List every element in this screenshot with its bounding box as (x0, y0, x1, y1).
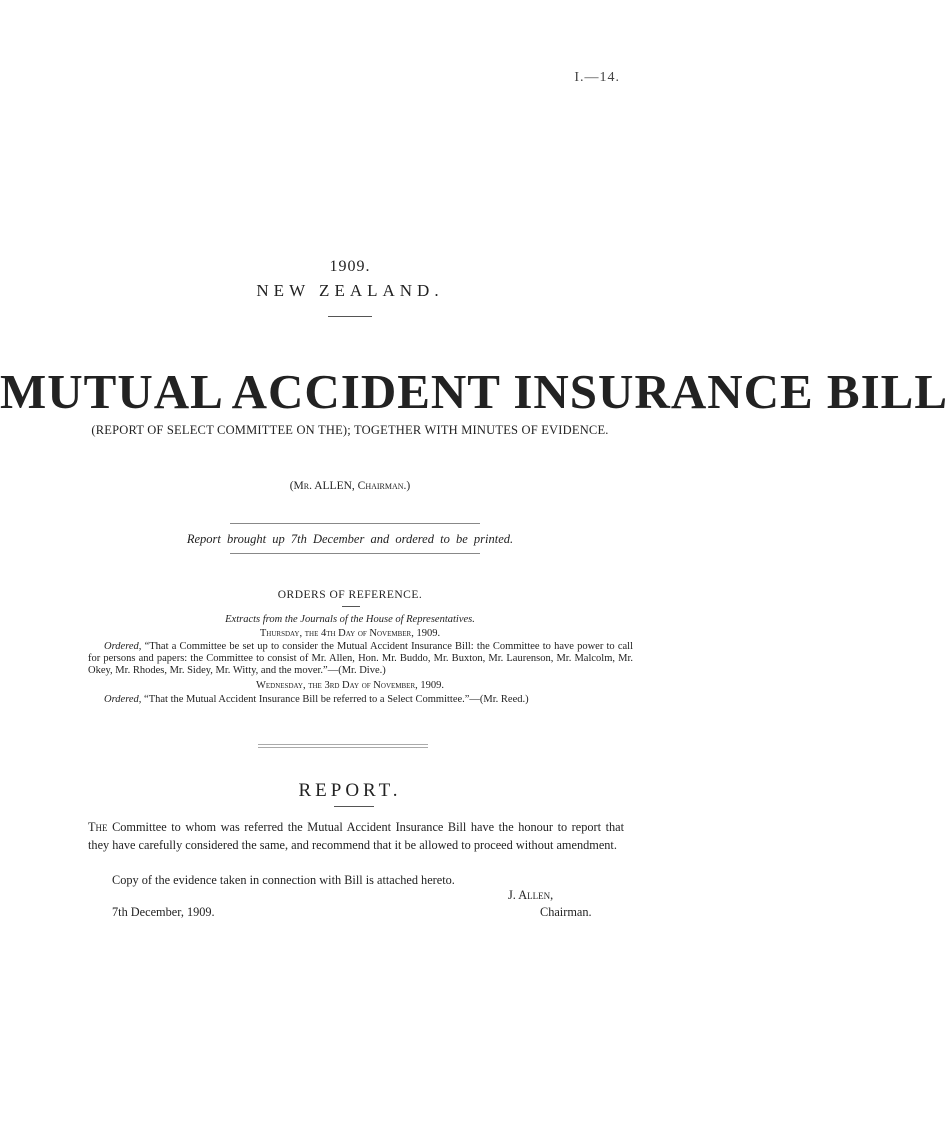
order-date: Wednesday, the 3rd Day of November, 1909. (255, 680, 444, 691)
divider (230, 553, 480, 554)
report-heading: REPORT. (298, 780, 402, 801)
signature-name: J. Allen, (508, 888, 554, 902)
orders-heading: ORDERS OF REFERENCE. (277, 589, 423, 601)
report-body (88, 818, 624, 854)
country-heading: NEW ZEALAND. (256, 281, 444, 300)
chairman-line: (Mr. ALLEN, Chairman.) (289, 480, 411, 492)
order-text: “That the Mutual Accident Insurance Bill be referred to a Select Committee.”—(Mr. Reed.) (144, 694, 529, 705)
divider (334, 806, 374, 807)
order-paragraph (88, 694, 633, 706)
report-lead: The (88, 820, 108, 834)
order-paragraph (88, 641, 633, 677)
divider (258, 744, 428, 745)
document-reference: I.—14. (574, 70, 620, 85)
divider (230, 523, 480, 524)
report-body-text: Committee to whom was referred the Mutual Accident Insurance Bill have the honour to report that they have carefully considered the same, and recommend that it be allowed to proceed without amendment. (88, 820, 625, 852)
journal-extracts-line: Extracts from the Journals of the House of Representatives. (225, 614, 475, 625)
divider (328, 316, 372, 317)
report-brought-line: Report brought up 7th December and ordered to be printed. (186, 532, 514, 546)
divider (342, 606, 360, 607)
order-lead: Ordered, (104, 641, 142, 652)
document-title: MUTUAL ACCIDENT INSURANCE BILL (0, 364, 948, 419)
evidence-note: Copy of the evidence taken in connection with Bill is attached hereto. (112, 873, 455, 887)
divider (258, 747, 428, 748)
document-subtitle: (REPORT OF SELECT COMMITTEE ON THE); TOGETHER WITH MINUTES OF EVIDENCE. (91, 423, 609, 437)
order-date: Thursday, the 4th Day of November, 1909. (259, 628, 441, 639)
year: 1909. (329, 258, 371, 275)
order-text: “That a Committee be set up to consider the Mutual Accident Insurance Bill: the Committee to have power to call for persons and papers: the Committee to consist of Mr. Allen, Hon. Mr. Buddo, Mr. Buxton, Mr. Laurenson, Mr. Malcolm, Mr. Okey, Mr. Rhodes, Mr. Sidey, Mr. Witty, and the mover.”—(Mr. Dive.) (88, 641, 633, 676)
signature-title: Chairman. (540, 905, 592, 919)
report-date: 7th December, 1909. (112, 905, 215, 919)
order-lead: Ordered, (104, 694, 142, 705)
